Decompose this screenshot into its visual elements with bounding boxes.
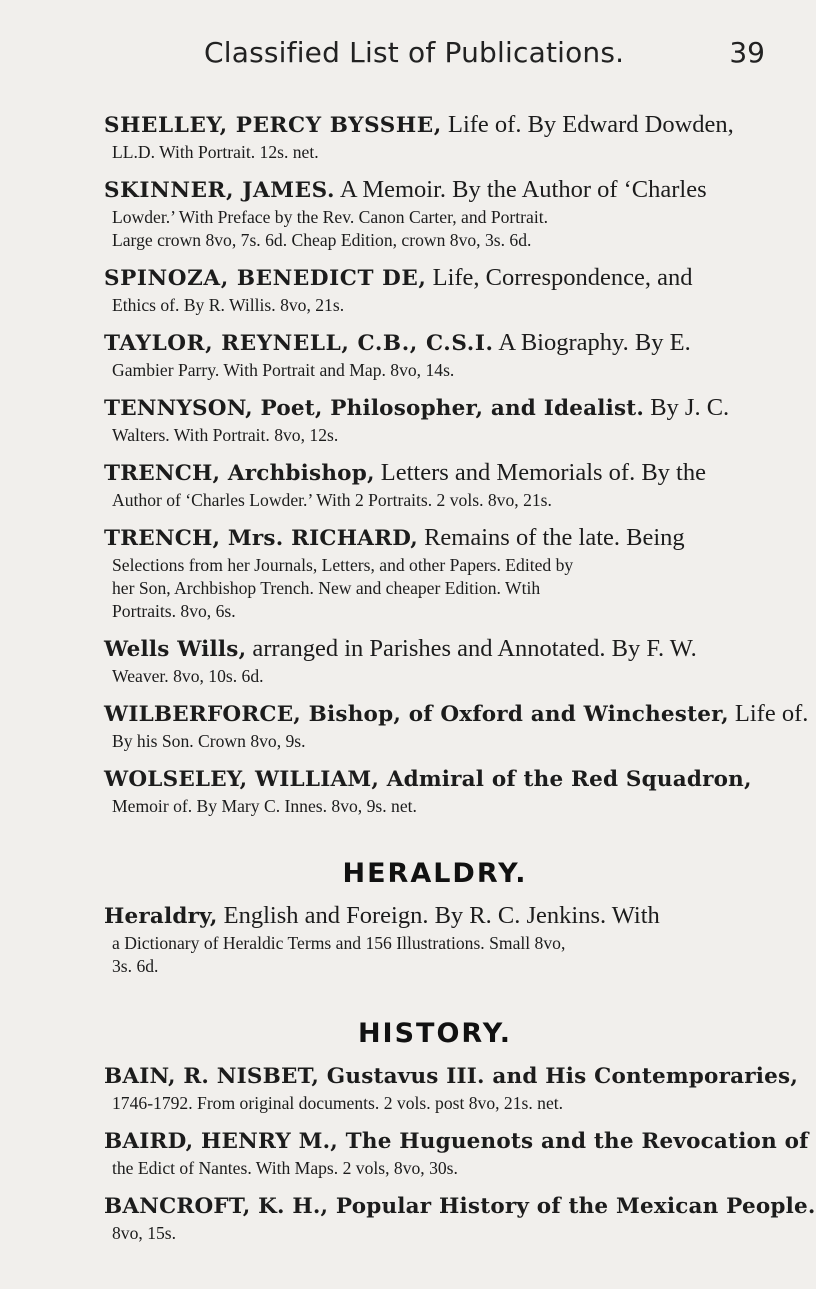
entry-detail-line: Walters. With Portrait. 8vo, 12s. xyxy=(112,425,339,445)
entry-heading: SHELLEY, PERCY BYSSHE, xyxy=(104,113,442,138)
entry-detail-line: 3s. 6d. xyxy=(112,956,159,976)
entry-first-line xyxy=(104,523,766,554)
entry-first-line xyxy=(104,328,766,359)
entry-title-text: A Memoir. By the Author of ‘Charles xyxy=(335,176,707,203)
catalog-entry xyxy=(104,328,766,382)
entry-heading: SKINNER, JAMES. xyxy=(104,178,336,203)
catalog-entry xyxy=(104,901,766,978)
catalog-entry xyxy=(104,764,766,818)
catalog-entry xyxy=(104,263,766,317)
entry-detail-line: the Edict of Nantes. With Maps. 2 vols, 8vo, 30s. xyxy=(112,1158,458,1178)
catalog-entry xyxy=(104,634,766,688)
entry-heading: WOLSELEY, WILLIAM, Admiral of the Red Squadron, xyxy=(104,767,752,792)
entry-heading: Heraldry, xyxy=(104,904,218,929)
entry-title-text: Life of. xyxy=(728,700,809,727)
entry-title-text: English and Foreign. By R. C. Jenkins. With xyxy=(217,902,660,929)
entry-first-line xyxy=(104,263,766,294)
entry-title-text: A Biography. By E. xyxy=(493,329,691,356)
publication-list xyxy=(104,110,816,1256)
heraldry-heading: HERALDRY. xyxy=(342,858,528,889)
catalog-entry xyxy=(104,175,766,252)
entry-detail-line: her Son, Archbishop Trench. New and cheaper Edition. Wtih xyxy=(112,578,541,598)
catalog-entry xyxy=(104,110,766,164)
entry-heading: SPINOZA, BENEDICT DE, xyxy=(104,266,427,291)
entry-heading: BANCROFT, K. H., Popular History of the Mexican People. xyxy=(104,1194,816,1219)
entry-first-line xyxy=(104,393,766,424)
entry-heading: BAIRD, HENRY M., The Huguenots and the Revocation of xyxy=(104,1129,809,1154)
entry-heading: TRENCH, Mrs. RICHARD, xyxy=(104,526,418,551)
catalog-entry xyxy=(104,699,809,753)
catalog-entry xyxy=(104,1191,816,1245)
entry-detail-line: Ethics of. By R. Willis. 8vo, 21s. xyxy=(112,295,345,315)
entry-heading: WILBERFORCE, Bishop, of Oxford and Winchester, xyxy=(104,702,729,727)
entry-heading: TRENCH, Archbishop, xyxy=(104,461,375,486)
entry-detail-line: a Dictionary of Heraldic Terms and 156 Illustrations. Small 8vo, xyxy=(112,933,566,953)
entry-detail-line: 1746-1792. From original documents. 2 vols. post 8vo, 21s. net. xyxy=(112,1093,564,1113)
entry-heading: TAYLOR, REYNELL, C.B., C.S.I. xyxy=(104,331,494,356)
entry-detail-line: LL.D. With Portrait. 12s. net. xyxy=(112,142,319,162)
entry-detail-line: Lowder.’ With Preface by the Rev. Canon Carter, and Portrait. xyxy=(112,207,549,227)
entry-detail-line: Portraits. 8vo, 6s. xyxy=(112,601,236,621)
entry-title-text: Life of. By Edward Dowden, xyxy=(441,111,734,138)
page-number: 39 xyxy=(729,36,765,69)
entry-heading: TENNYSON, Poet, Philosopher, and Idealist. xyxy=(104,396,645,421)
entry-first-line xyxy=(104,1126,809,1157)
catalog-entry xyxy=(104,1061,799,1115)
entry-first-line xyxy=(104,1061,799,1092)
entry-first-line xyxy=(104,110,766,141)
running-head xyxy=(0,36,800,76)
biography-section xyxy=(104,110,809,818)
entry-detail-line: 8vo, 15s. xyxy=(112,1223,177,1243)
entry-first-line xyxy=(104,634,766,665)
entry-title-text: Life, Correspondence, and xyxy=(426,264,693,291)
entry-first-line xyxy=(104,901,766,932)
catalog-entry xyxy=(104,458,766,512)
entry-heading: BAIN, R. NISBET, Gustavus III. and His Contemporaries, xyxy=(104,1064,799,1089)
entry-detail-line: Large crown 8vo, 7s. 6d. Cheap Edition, crown 8vo, 3s. 6d. xyxy=(112,230,532,250)
history-section xyxy=(104,1061,816,1245)
entry-title-text: arranged in Parishes and Annotated. By F. W. xyxy=(246,635,697,662)
entry-detail-line: Weaver. 8vo, 10s. 6d. xyxy=(112,666,264,686)
entry-title-text: Letters and Memorials of. By the xyxy=(374,459,706,486)
entry-first-line xyxy=(104,1191,816,1222)
entry-first-line xyxy=(104,764,766,795)
catalog-entry xyxy=(104,393,766,447)
entry-detail-line: Memoir of. By Mary C. Innes. 8vo, 9s. net. xyxy=(112,796,417,816)
entry-detail-line: Author of ‘Charles Lowder.’ With 2 Portraits. 2 vols. 8vo, 21s. xyxy=(112,490,552,510)
entry-detail-line: Selections from her Journals, Letters, and other Papers. Edited by xyxy=(112,555,574,575)
entry-first-line xyxy=(104,699,809,730)
catalog-entry xyxy=(104,523,766,623)
running-head-title: Classified List of Publications. xyxy=(204,36,625,69)
entry-title-text: By J. C. xyxy=(644,394,730,421)
history-heading: HISTORY. xyxy=(357,1018,513,1049)
entry-detail-line: Gambier Parry. With Portrait and Map. 8vo, 14s. xyxy=(112,360,455,380)
entry-detail-line: By his Son. Crown 8vo, 9s. xyxy=(112,731,306,751)
heraldry-section xyxy=(104,901,766,978)
entry-first-line xyxy=(104,458,766,489)
entry-heading: Wells Wills, xyxy=(104,637,247,662)
entry-first-line xyxy=(104,175,766,206)
catalog-entry xyxy=(104,1126,809,1180)
entry-title-text: Remains of the late. Being xyxy=(417,524,685,551)
